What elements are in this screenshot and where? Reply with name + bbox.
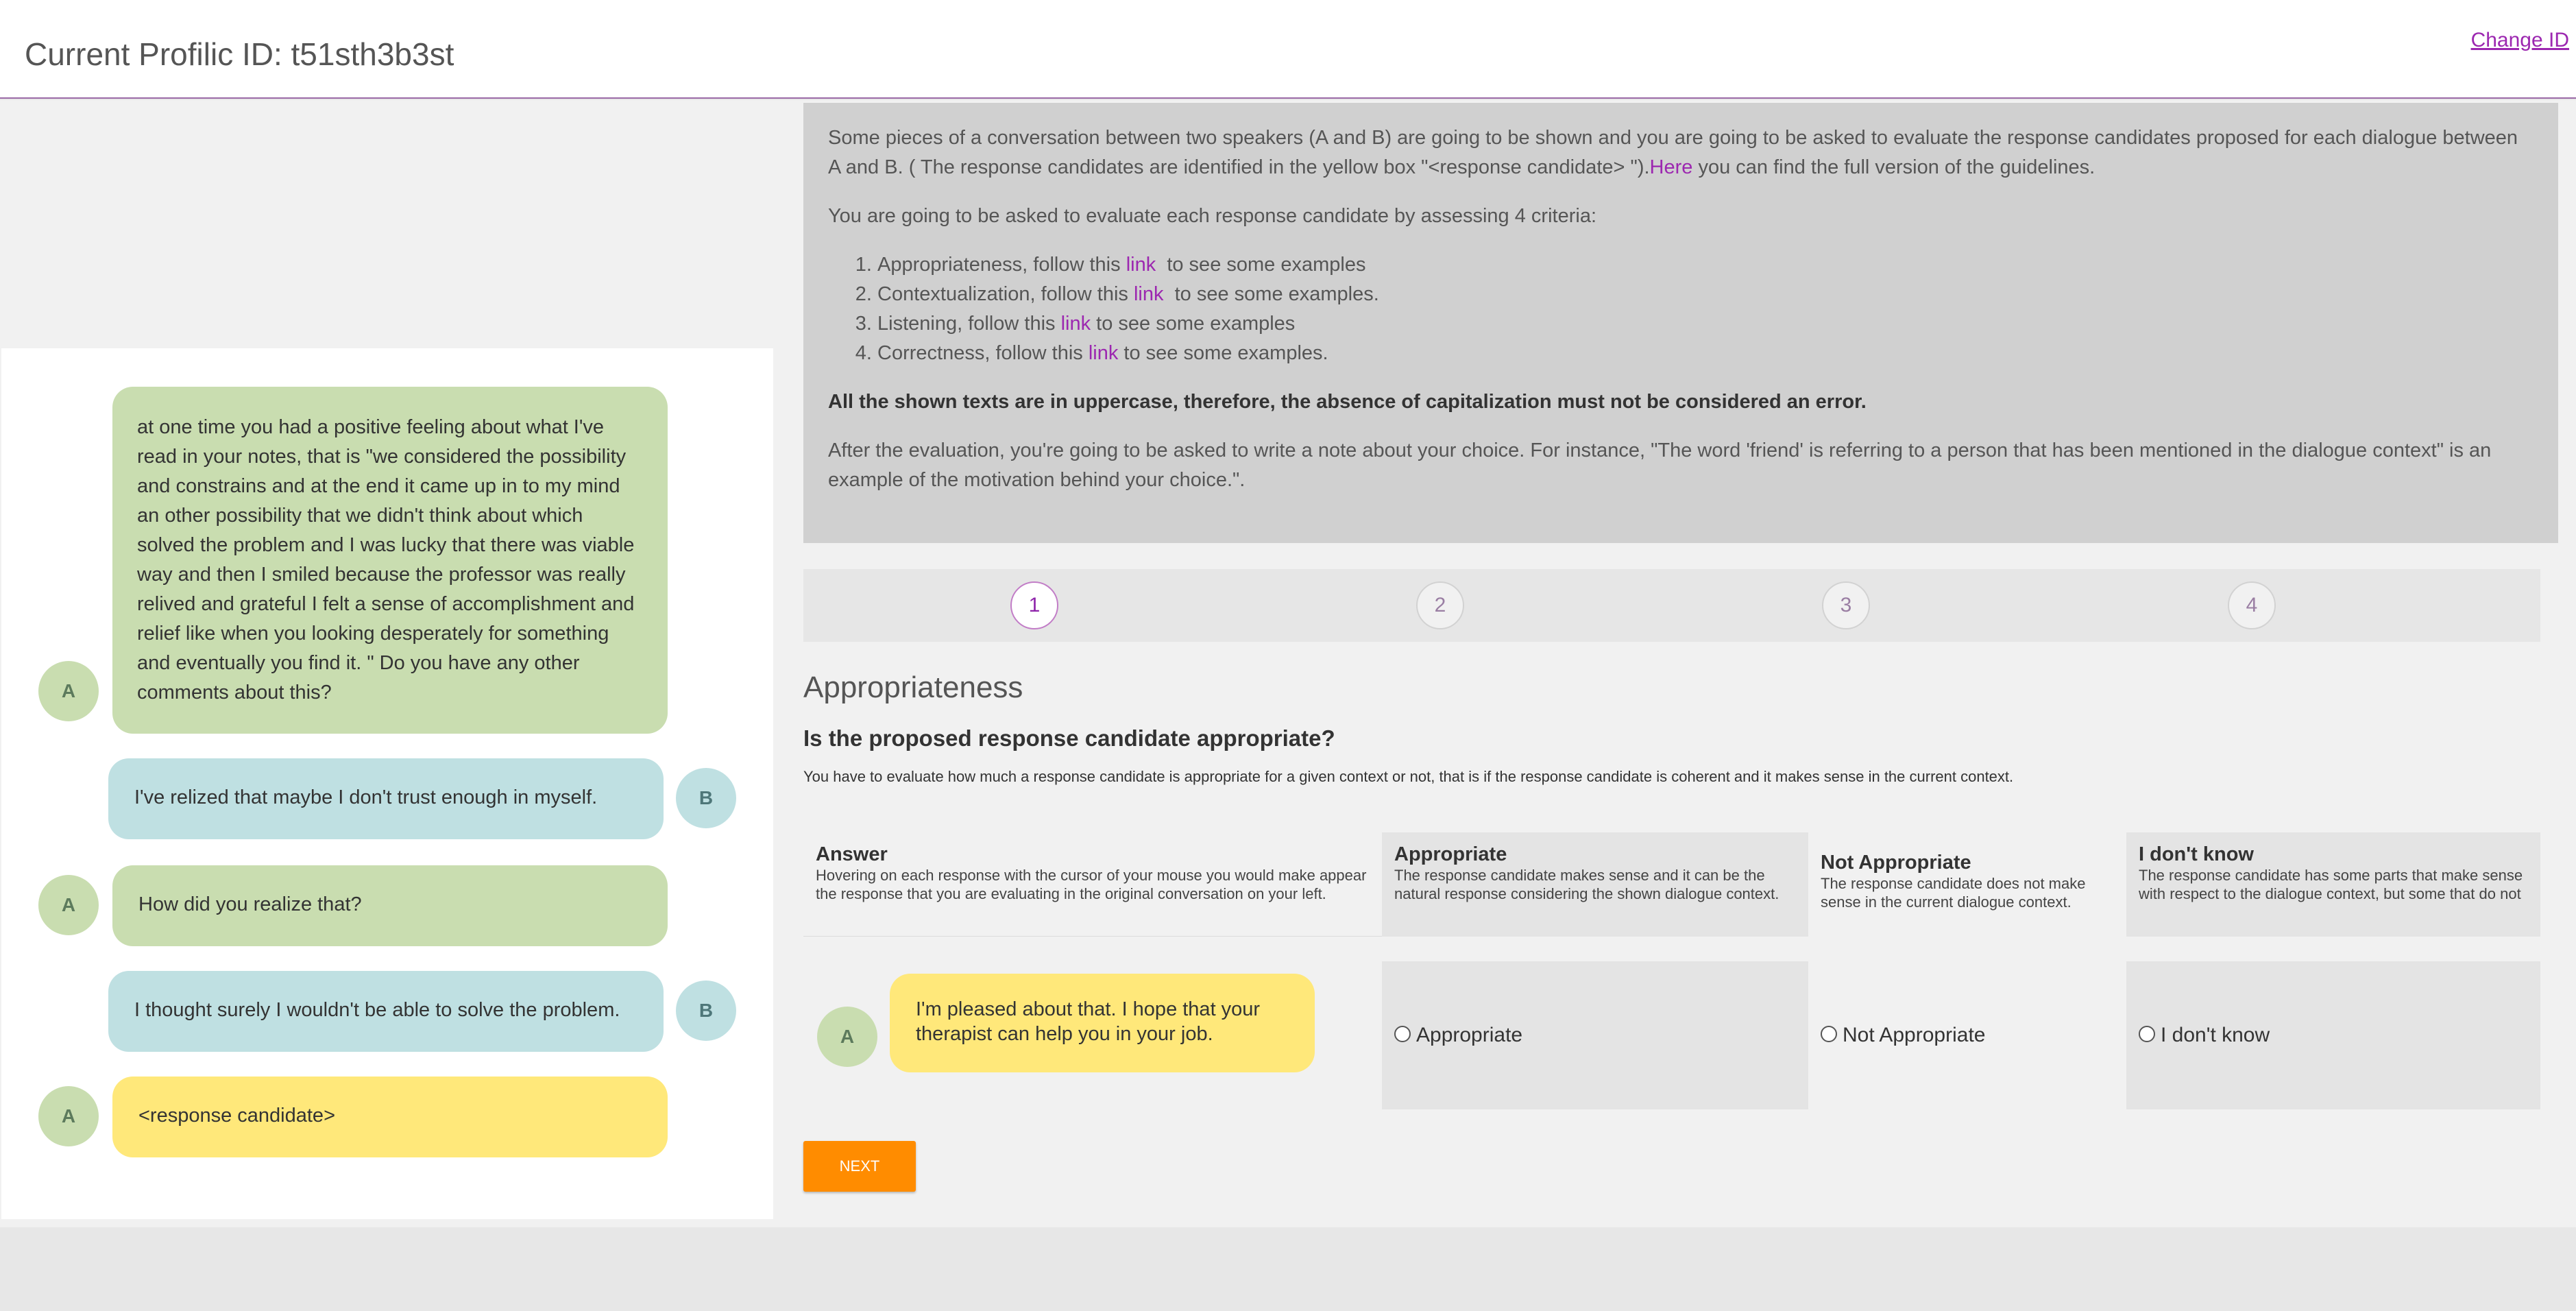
- header: [0, 0, 2576, 99]
- conversation-panel: [1, 348, 773, 1219]
- chat-bubble-b: I thought surely I wouldn't be able to solve the problem.: [108, 971, 664, 1052]
- criteria-link[interactable]: link: [1133, 283, 1164, 305]
- avatar-b: B: [676, 768, 736, 828]
- criteria-item: 2. Contextualization, follow this link to see some examples.: [877, 280, 2534, 309]
- uppercase-note: All the shown texts are in uppercase, therefore, the absence of capitalization must not be considered an error.: [828, 391, 1867, 413]
- answer-response-bubble[interactable]: I'm pleased about that. I hope that your therapist can help you in your job.: [890, 974, 1315, 1072]
- option-dont-know[interactable]: I don't know: [2126, 961, 2540, 1109]
- step-2[interactable]: 2: [1416, 581, 1464, 629]
- step-4[interactable]: 4: [2228, 581, 2276, 629]
- avatar-a: A: [38, 875, 99, 935]
- option-not-appropriate[interactable]: Not Appropriate: [1808, 961, 2126, 1109]
- guidelines-link[interactable]: Here: [1649, 156, 1693, 178]
- next-button[interactable]: NEXT: [803, 1141, 916, 1192]
- after-evaluation-note: After the evaluation, you're going to be asked to write a note about your choice. For instance, "The word 'friend' is referring to a person that has been mentioned in the dialogue context" is an example of the motivation behind your choice.".: [828, 440, 2492, 491]
- criteria-item: 3. Listening, follow this link to see some examples: [877, 309, 2534, 339]
- criteria-intro: You are going to be asked to evaluate each response candidate by assessing 4 criteria:: [828, 205, 1597, 227]
- column-header-answer: Answer Hovering on each response with the cursor of your mouse you would make appear the response that you are evaluating in the original conversation on your left.: [803, 832, 1382, 937]
- criteria-list: [828, 250, 2534, 368]
- criterion-title: Appropriateness: [803, 671, 1023, 704]
- step-1[interactable]: 1: [1010, 581, 1058, 629]
- criteria-link[interactable]: link: [1126, 254, 1156, 276]
- radio-appropriate[interactable]: [1394, 1026, 1411, 1042]
- criteria-link[interactable]: link: [1088, 342, 1119, 364]
- criteria-link[interactable]: link: [1060, 313, 1091, 335]
- criterion-description: You have to evaluate how much a response candidate is appropriate for a given context or not, that is if the response candidate is coherent and it makes sense in the current context.: [803, 768, 2014, 785]
- avatar-a: A: [38, 661, 99, 721]
- avatar-b: B: [676, 981, 736, 1041]
- chat-bubble-a: How did you realize that?: [112, 865, 668, 946]
- instructions-intro: Some pieces of a conversation between two speakers (A and B) are going to be shown and you are going to be asked to evaluate the response candidates proposed for each dialogue between A and B. ( The response candidates are identified in the yellow box "<response candidate> ").Here you can find the full version of the guidelines.: [828, 127, 2518, 178]
- step-3[interactable]: 3: [1822, 581, 1870, 629]
- option-appropriate[interactable]: Appropriate: [1382, 961, 1808, 1109]
- criteria-item: 1. Appropriateness, follow this link to see some examples: [877, 250, 2534, 280]
- criteria-item: 4. Correctness, follow this link to see some examples.: [877, 339, 2534, 368]
- criteria-stepper: [803, 569, 2540, 642]
- answer-avatar-a: A: [817, 1007, 877, 1067]
- chat-bubble-b: I've relized that maybe I don't trust enough in myself.: [108, 758, 664, 839]
- radio-dont-know[interactable]: [2139, 1026, 2155, 1042]
- criterion-question: Is the proposed response candidate appropriate?: [803, 725, 1335, 751]
- column-header-dont-know: I don't know The response candidate has some parts that make sense with respect to the dialogue context, but some that do not: [2126, 832, 2540, 937]
- radio-not-appropriate[interactable]: [1821, 1026, 1837, 1042]
- chat-bubble-a: at one time you had a positive feeling about what I've read in your notes, that is "we considered the possibility and constrains and at the end it came up in to my mind an other possibility that we didn't think about which solved the problem and I was lucky that there was viable way and then I smiled because the professor was really relived and grateful I felt a sense of accomplishment and relief like when you looking desperately for something and eventually you find it. " Do you have any other comments about this?: [112, 387, 668, 734]
- page-title: Current Profilic ID: t51sth3b3st: [25, 36, 454, 72]
- instructions-panel: [803, 103, 2558, 543]
- column-header-appropriate: Appropriate The response candidate makes sense and it can be the natural response considering the shown dialogue context.: [1382, 832, 1808, 937]
- column-header-not-appropriate: Not Appropriate The response candidate does not make sense in the current dialogue context.: [1808, 832, 2126, 937]
- change-id-link[interactable]: Change ID: [2470, 29, 2569, 51]
- avatar-a: A: [38, 1086, 99, 1146]
- response-candidate-bubble: <response candidate>: [112, 1077, 668, 1157]
